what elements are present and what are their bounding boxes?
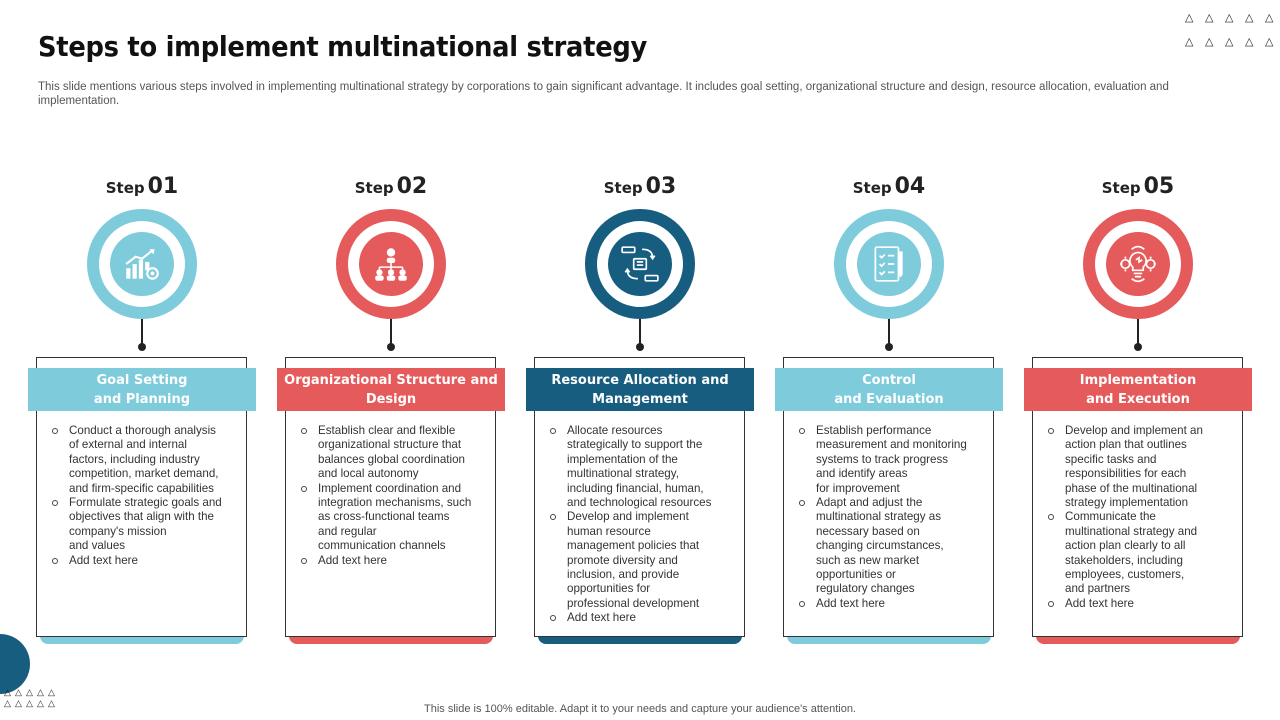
connector-line (1137, 319, 1139, 345)
page-title: Steps to implement multinational strategy (38, 30, 648, 63)
step-label (775, 174, 1003, 199)
resource-allocation-icon (619, 243, 661, 285)
step-bullets (299, 424, 491, 568)
bullet-item: Add text here (548, 611, 740, 625)
bullet-item: Conduct a thorough analysis of external and internal factors, including industry competition, market demand, and firm-specific capabilities (50, 424, 242, 496)
step-icon-circle (359, 232, 423, 296)
page-subtitle: This slide mentions various steps involved in implementing multinational strategy by corporations to gain significant advantage. It includes goal setting, organizational structure and design, resource allocation, evaluation and implementation. (38, 81, 1169, 107)
bullet-item: Implement coordination and integration mechanisms, such as cross-functional teams and regular communication channels (299, 482, 491, 554)
checklist-icon (868, 243, 910, 285)
step-heading: Implementation and Execution (1024, 368, 1252, 411)
step-heading: Control and Evaluation (775, 368, 1003, 411)
connector-dot (885, 343, 893, 351)
step-word: Step (354, 179, 394, 197)
step-ring (336, 209, 446, 319)
step-ring (1083, 209, 1193, 319)
step-column-1 (28, 170, 256, 650)
step-column-5 (1024, 170, 1252, 650)
step-ring (585, 209, 695, 319)
step-bullets (548, 424, 740, 626)
step-bullets (50, 424, 242, 568)
bullet-item: Add text here (50, 554, 242, 568)
connector-line (141, 319, 143, 345)
triangle-pattern-decoration-bottom: △ △ △ △ △ △ △ △ △ △ (4, 687, 55, 708)
step-word: Step (1101, 179, 1141, 197)
connector-dot (636, 343, 644, 351)
step-label (526, 174, 754, 199)
step-column-4 (775, 170, 1003, 650)
triangle-pattern-decoration: △ △ △ △ △ △ △ △ △ △ (1185, 12, 1274, 48)
bullet-item: Formulate strategic goals and objectives that align with the company's mission and values (50, 496, 242, 554)
bullet-item: Establish performance measurement and monitoring systems to track progress and identify areas for improvement (797, 424, 989, 496)
step-heading: Goal Setting and Planning (28, 368, 256, 411)
step-icon-circle (110, 232, 174, 296)
idea-gears-icon (1117, 243, 1159, 285)
step-column-2 (277, 170, 505, 650)
growth-chart-icon (121, 243, 163, 285)
connector-dot (138, 343, 146, 351)
bullet-item: Add text here (1046, 597, 1238, 611)
bullet-item: Develop and implement human resource management policies that promote diversity and inclusion, and provide opportunities for professional development (548, 510, 740, 611)
connector-line (888, 319, 890, 345)
step-bullets (1046, 424, 1238, 611)
step-number: 03 (645, 174, 677, 199)
organization-structure-icon (370, 243, 412, 285)
corner-arc-decoration (0, 634, 30, 694)
connector-line (639, 319, 641, 345)
step-label (277, 174, 505, 199)
step-number: 02 (396, 174, 428, 199)
step-icon-circle (1106, 232, 1170, 296)
bullet-item: Add text here (299, 554, 491, 568)
step-heading: Resource Allocation and Management (526, 368, 754, 411)
bullet-item: Develop and implement an action plan that outlines specific tasks and responsibilities for each phase of the multinational strategy implementation (1046, 424, 1238, 510)
bullet-item: Communicate the multinational strategy and action plan clearly to all stakeholders, including employees, customers, and partners (1046, 510, 1238, 596)
connector-line (390, 319, 392, 345)
step-icon-circle (608, 232, 672, 296)
bullet-item: Allocate resources strategically to support the implementation of the multinational strategy, including financial, human, and technological resources (548, 424, 740, 510)
step-word: Step (603, 179, 643, 197)
step-heading: Organizational Structure and Design (277, 368, 505, 411)
step-icon-circle (857, 232, 921, 296)
bullet-item: Add text here (797, 597, 989, 611)
bullet-item: Establish clear and flexible organizational structure that balances global coordination and local autonomy (299, 424, 491, 482)
step-number: 01 (147, 174, 179, 199)
step-number: 05 (1143, 174, 1175, 199)
step-ring (834, 209, 944, 319)
step-number: 04 (894, 174, 926, 199)
step-label (28, 174, 256, 199)
step-word: Step (105, 179, 145, 197)
step-label (1024, 174, 1252, 199)
step-column-3 (526, 170, 754, 650)
step-bullets (797, 424, 989, 611)
bullet-item: Adapt and adjust the multinational strategy as necessary based on changing circumstances, such as new market opportunities or regulatory changes (797, 496, 989, 597)
step-ring (87, 209, 197, 319)
step-word: Step (852, 179, 892, 197)
footer-note: This slide is 100% editable. Adapt it to your needs and capture your audience's attention. (424, 703, 856, 715)
connector-dot (387, 343, 395, 351)
connector-dot (1134, 343, 1142, 351)
